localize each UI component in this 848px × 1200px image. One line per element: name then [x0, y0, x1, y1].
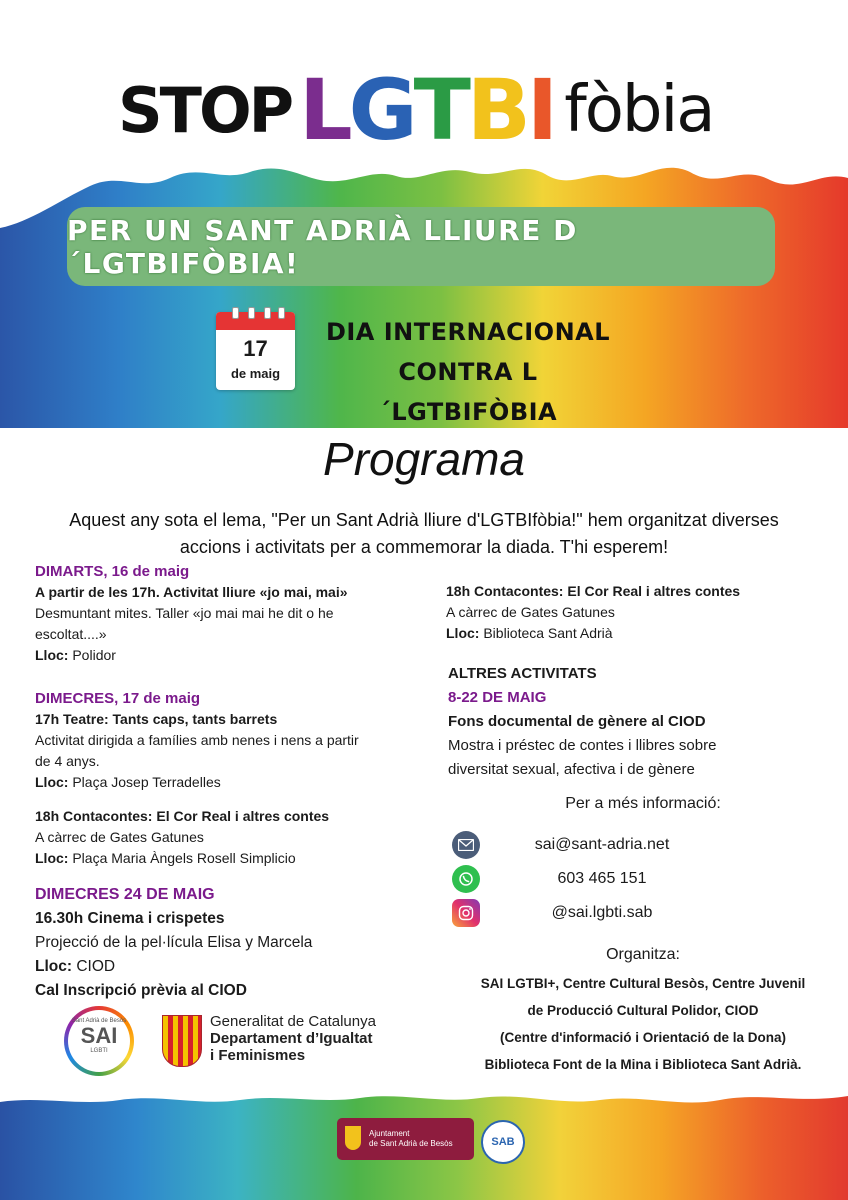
schedule-biblioteca — [446, 581, 836, 644]
event-location — [35, 645, 435, 666]
instagram-text[interactable]: @sai.lgbti.sab — [551, 904, 653, 921]
sai-logo-sub: LGBTI — [90, 1048, 108, 1054]
lloc-value: Polidor — [68, 647, 116, 663]
title-letter-b: B — [466, 61, 527, 159]
sai-logo-top: Sant Adrià de Besòs — [71, 1018, 127, 1024]
title-letter-l: L — [299, 61, 349, 159]
phone-text[interactable]: 603 465 151 — [557, 870, 647, 887]
calendar-day: 17 — [243, 336, 268, 361]
lloc-label: Lloc: — [35, 958, 73, 975]
ajuntament-line-1: Ajuntament — [369, 1129, 410, 1138]
title-letter-g: G — [348, 61, 414, 159]
lloc-label: Lloc: — [35, 850, 69, 866]
lloc-label: Lloc: — [446, 625, 480, 641]
event-desc: Projecció de la pel·lícula Elisa y Marcela — [35, 934, 313, 951]
contact-email[interactable] — [452, 830, 670, 860]
event-cinema: 16.30h Cinema i crispetes — [35, 910, 225, 927]
calendar-header — [216, 312, 295, 330]
schedule-day-24 — [35, 883, 435, 1003]
slogan-text: PER UN SANT ADRIÀ LLIURE D´LGTBIFÒBIA! — [67, 213, 578, 280]
sai-logo-name: SAI — [80, 1023, 118, 1048]
event-contacontes: 18h Contacontes: El Cor Real i altres contes — [35, 808, 330, 824]
instagram-icon — [452, 899, 480, 927]
organitza-line: (Centre d'informació i Orientació de la Dona) — [499, 1030, 786, 1045]
event-desc: Desmuntant mites. Taller «jo mai mai he dit o he — [35, 605, 334, 621]
email-text[interactable]: sai@sant-adria.net — [534, 836, 670, 853]
title-fobia: fòbia — [564, 73, 714, 147]
lloc-value: Biblioteca Sant Adrià — [479, 625, 613, 641]
schedule-day-16 — [35, 561, 435, 666]
day-title-16: DIMARTS, 16 de maig — [35, 563, 190, 580]
intro-line-2: accions i activitats per a commemorar la diada. T'hi esperem! — [179, 537, 669, 557]
day-title-24: DIMECRES 24 DE MAIG — [35, 886, 215, 903]
generalitat-line-3: i Feminismes — [210, 1047, 306, 1064]
inscription-note: Cal Inscripció prèvia al CIOD — [35, 982, 247, 999]
event-desc: A càrrec de Gates Gatunes — [446, 604, 615, 620]
lloc-value: Plaça Maria Àngels Rosell Simplicio — [68, 850, 296, 866]
event-teatre: 17h Teatre: Tants caps, tants barrets — [35, 711, 278, 727]
programa-heading: Programa — [323, 433, 525, 485]
email-icon — [452, 831, 480, 859]
event-location — [35, 772, 435, 793]
schedule-day-17-contacontes — [35, 806, 435, 869]
lloc-label: Lloc: — [35, 774, 69, 790]
ajuntament-shield-icon — [345, 1126, 361, 1150]
title-letter-t: T — [413, 61, 467, 159]
intro-text — [30, 507, 818, 561]
altres-activitats — [448, 662, 838, 782]
contact-instagram[interactable] — [452, 898, 653, 928]
calendar-icon — [216, 312, 295, 390]
title-lgtbi — [299, 61, 554, 159]
sai-logo — [64, 1006, 134, 1076]
dia-line-2: CONTRA L´LGTBIFÒBIA — [378, 358, 558, 426]
title-stop: STOP — [118, 73, 292, 147]
main-title — [118, 60, 758, 160]
ajuntament-line-2: de Sant Adrià de Besòs — [369, 1139, 453, 1148]
dia-internacional — [318, 312, 618, 432]
altres-heading: ALTRES ACTIVITATS — [448, 665, 597, 682]
schedule-day-17 — [35, 688, 435, 793]
intro-line-1: Aquest any sota el lema, "Per un Sant Adrià lliure d'LGTBIfòbia!" hem organitzat diverses — [69, 510, 779, 530]
event-desc: A càrrec de Gates Gatunes — [35, 829, 204, 845]
event-desc: escoltat....» — [35, 626, 107, 642]
event-desc: de 4 anys. — [35, 753, 100, 769]
watercolor-edge-bottom — [0, 1086, 848, 1116]
fons-desc: diversitat sexual, afectiva i de gènere — [448, 761, 695, 778]
generalitat-logo — [162, 1013, 397, 1068]
contact-phone[interactable] — [452, 864, 647, 894]
catalan-shield-icon — [162, 1015, 202, 1067]
calendar-month: de maig — [230, 366, 281, 381]
organitza-label: Organitza: — [606, 946, 680, 963]
event-contacontes-biblioteca: 18h Contacontes: El Cor Real i altres contes — [446, 583, 741, 599]
event-desc: Activitat dirigida a famílies amb nenes i nens a partir — [35, 732, 359, 748]
title-letter-i: I — [526, 61, 555, 159]
lloc-label: Lloc: — [35, 647, 69, 663]
event-location — [35, 955, 435, 979]
day-title-17: DIMECRES, 17 de maig — [35, 690, 201, 707]
ajuntament-logo — [337, 1118, 474, 1160]
fons-desc: Mostra i préstec de contes i llibres sobre — [448, 737, 717, 754]
organitza-line: SAI LGTBI+, Centre Cultural Besòs, Centre Juvenil — [480, 976, 806, 991]
organitza-line: de Producció Cultural Polidor, CIOD — [527, 1003, 759, 1018]
event-location — [35, 848, 435, 869]
generalitat-line-1: Generalitat de Catalunya — [210, 1013, 376, 1030]
whatsapp-icon — [452, 865, 480, 893]
organitza-block — [448, 946, 838, 1078]
sab-logo-text: SAB — [491, 1136, 515, 1148]
generalitat-line-2: Departament d’Igualtat — [210, 1030, 373, 1047]
event-location — [446, 623, 836, 644]
organitza-line: Biblioteca Font de la Mina i Biblioteca Sant Adrià. — [484, 1057, 802, 1072]
fons-documental: Fons documental de gènere al CIOD — [448, 713, 706, 730]
dia-line-1: DIA INTERNACIONAL — [325, 318, 611, 346]
sab-logo — [481, 1120, 525, 1164]
lloc-value: Plaça Josep Terradelles — [68, 774, 221, 790]
lloc-value: CIOD — [72, 958, 116, 975]
event-jo-mai: A partir de les 17h. Activitat lliure «jo mai, mai» — [35, 584, 348, 600]
info-label: Per a més informació: — [565, 795, 721, 812]
slogan-banner — [67, 207, 775, 286]
altres-dates: 8-22 DE MAIG — [448, 689, 547, 706]
